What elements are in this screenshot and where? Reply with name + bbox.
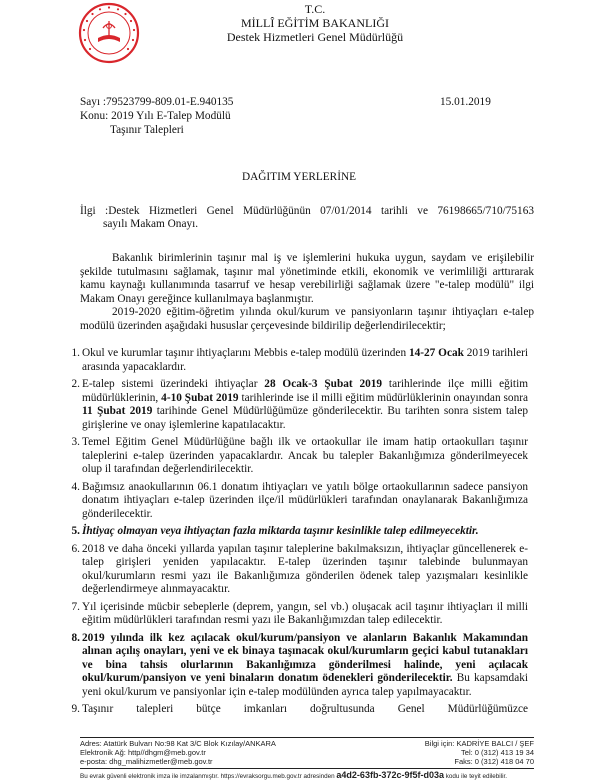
footer-address: Adres: Atatürk Bulvarı No:98 Kat 3/C Blok Kızılay/ANKARA — [80, 739, 276, 748]
footer-divider — [80, 737, 534, 738]
header-ministry: MİLLÎ EĞİTİM BAKANLIĞI — [241, 16, 389, 30]
header-directorate: Destek Hizmetleri Genel Müdürlüğü — [226, 30, 404, 44]
verification-note: Bu evrak güvenli elektronik imza ile imzalanmıştır. https://evraksorgu.meb.gov.tr adresinden a4d2-63fb-372c-9f5f-d03a kodu ile teyit edilebilir. — [80, 770, 507, 780]
requirements-list — [71, 347, 529, 717]
footer-web: Elektronik Ağ: http//dhgm@meb.gov.tr — [80, 748, 206, 757]
document-number: Sayı :79523799-809.01-E.940135 — [80, 96, 234, 108]
footer-divider-2 — [80, 768, 534, 769]
intro-paragraph-1: Bakanlık birimlerinin taşınır mal iş ve işlemlerini hukuka uygun, saydam ve erişilebilir şekilde tutulmasını sağlamak, taşınır mal yönetiminde etkili, ekonomik ve verimliliği arttırarak kamu kaynağı kullanımında tasarruf ve hesap verebilirliği sağlamak üzere "e-talep modülü" ilgi Makam Onayı gereğince kullanılmaya başlanmıştır. — [80, 252, 534, 305]
footer-email: e-posta: dhg_malihizmetler@meb.gov.tr — [80, 757, 213, 766]
list-item: 3. Temel Eğitim Genel Müdürlüğüne bağlı ilk ve ortaokullar ile imam hatip ortaokulları taşınır taleplerini e-talep üzerinden yapacaklardır. Ancak bu talepler Bakanlığımıza gönderilmeyecek olup il tarafından değerlendirilecektir. — [71, 436, 528, 475]
document-date: 15.01.2019 — [440, 96, 491, 108]
distribution-heading: DAĞITIM YERLERİNE — [241, 171, 357, 183]
list-item: 8. 2019 yılında ilk kez açılacak okul/kurum/pansiyon ve alanların Bakanlık Makamından alınan açılış onayları, yeni ve ek binaya taşınacak okul/kurumların geçici kabul tutanakları ve bina tahsis olurlarının Bakanlığımıza gönderilmesi halinde, yeni açılacak okul/kurum/pansiyon ve yeni binaların donatım ödenekleri gönderilecektir. Bu kapsamdaki yeni okul/kurum ve pansiyonlar için e-talep modülünden ayrıca talep yapılmayacaktır. — [71, 631, 528, 698]
footer-fax: Faks: 0 (312) 418 04 70 — [454, 757, 534, 766]
footer-info-contact: Bilgi için: KADRİYE BALCI / ŞEF — [424, 739, 534, 748]
reference-line-1: İlgi :Destek Hizmetleri Genel Müdürlüğünün 07/01/2014 tarihli ve 76198665/710/75163 — [80, 205, 534, 217]
list-item: 4. Bağımsız anaokullarının 06.1 donatım ihtiyaçları ve yatılı bölge ortaokullarının sadece pansiyon donatım ihtiyaçları e-talep üzerinden ilçe/il müdürlükleri tarafından onaylanarak Bakanlığımıza gönderilecektir. — [71, 480, 528, 520]
reference-line-2: sayılı Makam Onayı. — [103, 218, 199, 230]
subject-line: Konu: 2019 Yılı E-Talep Modülü — [80, 110, 231, 122]
list-item: 9. Taşınır talepleri bütçe imkanları doğrultusunda Genel Müdürlüğümüzce — [71, 703, 528, 715]
verification-code: a4d2-63fb-372c-9f5f-d03a — [336, 770, 444, 780]
list-item: 2. E-talep sistemi üzerindeki ihtiyaçlar 28 Ocak-3 Şubat 2019 tarihlerinde ilçe milli eğitim müdürlüklerinin, 4-10 Şubat 2019 tarihlerinde ise il milli eğitim müdürlüklerinin onayından sonra 11 Şubat 2019 tarihinde Genel Müdürlüğümüze gönderilecektir. Bu tarihten sonra sistem talep girişlerine ve onay işlemlerine kapatılacaktır. — [71, 378, 528, 431]
header-tc: T.C. — [304, 2, 326, 16]
list-item: 5. İhtiyaç olmayan veya ihtiyaçtan fazla miktarda taşınır kesinlikle talep edilmeyecektir. — [71, 525, 479, 537]
footer-phone: Tel: 0 (312) 413 19 34 — [461, 748, 534, 757]
list-item: 7. Yıl içerisinde mücbir sebeplerle (deprem, yangın, sel vb.) oluşacak acil taşınır ihtiyaçları il milli eğitim müdürlükleri tarafından resmi yazı ile Bakanlığımızdan talep edilecektir. — [71, 600, 528, 626]
list-item: 1. Okul ve kurumlar taşınır ihtiyaçlarını Mebbis e-talep modülü üzerinden 14-27 Ocak 2019 tarihleri arasında yapacaklardır. — [71, 347, 529, 373]
list-item: 6. 2018 ve daha önceki yıllarda yapılan taşınır taleplerine bakılmaksızın, ihtiyaçlar güncellenerek e-talep girişleri yeniden yapılacaktır. E-talep üzerinden taşınır talebinde bulunmayan okul/kurumların resmi yazı ile Bakanlığımıza gönderilen ödenek talep yazışmaları kesinlikle değerlendirmeye alınmayacaktır. — [71, 542, 528, 595]
meb-logo-seal — [78, 2, 140, 64]
subject-line-2: Taşınır Talepleri — [110, 124, 184, 136]
intro-paragraph-2: 2019-2020 eğitim-öğretim yılında okul/kurum ve pansiyonların taşınır ihtiyaçları e-talep modülü üzerinden aşağıdaki hususlar çerçevesinde bildirilip değerlendirilecektir; — [80, 306, 534, 332]
